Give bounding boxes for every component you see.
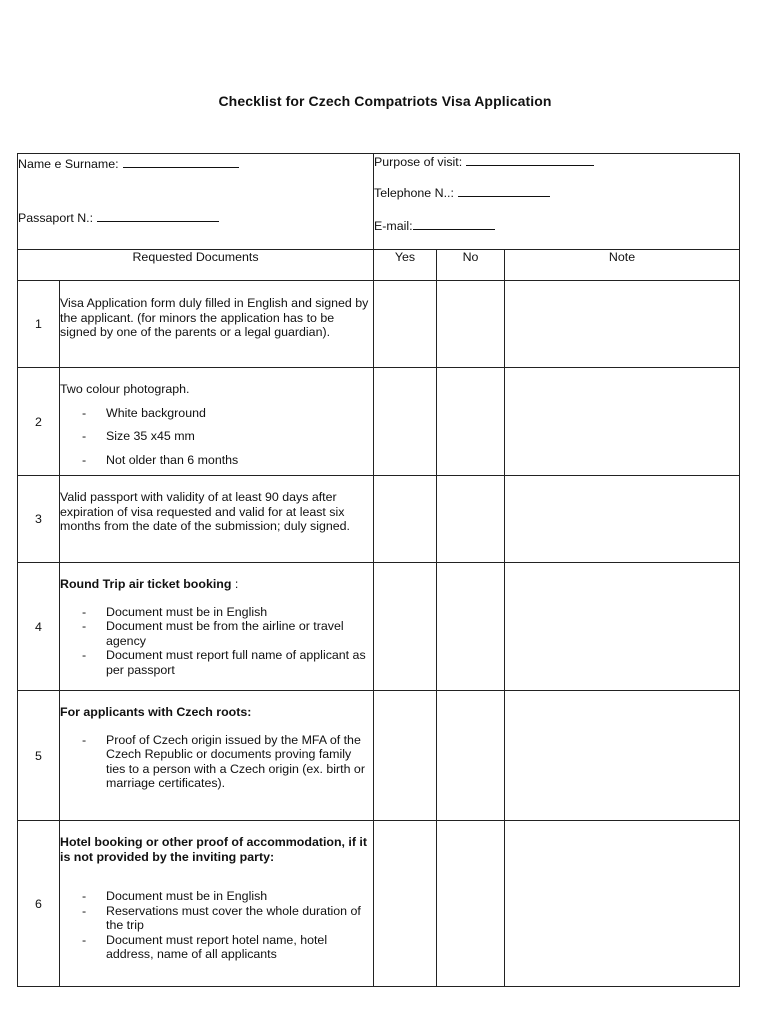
row-description	[60, 281, 374, 368]
row-number: 1	[18, 281, 60, 368]
row-description	[60, 368, 374, 476]
no-checkbox-cell[interactable]	[437, 821, 505, 987]
telephone-field[interactable]	[374, 185, 739, 201]
no-checkbox-cell[interactable]	[437, 563, 505, 691]
requirement-list	[60, 406, 373, 468]
note-cell[interactable]	[505, 563, 740, 691]
yes-checkbox-cell[interactable]	[374, 821, 437, 987]
applicant-contact-cell	[374, 154, 740, 250]
requirement-list	[60, 733, 373, 791]
note-cell[interactable]	[505, 368, 740, 476]
row-heading: Two colour photograph.	[60, 382, 190, 396]
passport-blank[interactable]	[97, 210, 219, 222]
page-title: Checklist for Czech Compatriots Visa Application	[218, 93, 552, 109]
row-number: 5	[18, 691, 60, 821]
row-description	[60, 563, 374, 691]
row-description	[60, 476, 374, 563]
row-heading: Hotel booking or other proof of accommodation, if it is not provided by the inviting party:	[60, 835, 368, 864]
list-item: - Document must be from the airline or travel agency	[60, 619, 373, 648]
yes-checkbox-cell[interactable]	[374, 476, 437, 563]
table-row	[18, 691, 740, 821]
email-label: E-mail:	[374, 219, 413, 233]
row-heading-suffix: :	[231, 577, 239, 591]
no-checkbox-cell[interactable]	[437, 691, 505, 821]
no-column-header: No	[437, 250, 505, 281]
applicant-id-cell	[18, 154, 374, 250]
no-checkbox-cell[interactable]	[437, 281, 505, 368]
row-heading: Visa Application form duly filled in English and signed by the applicant. (for minors the application has to be signed by one of the parents or a legal guardian).	[60, 296, 369, 339]
yes-checkbox-cell[interactable]	[374, 563, 437, 691]
list-item: - Document must be in English	[60, 889, 373, 904]
checklist-table	[17, 153, 740, 987]
list-item: - Size 35 x45 mm	[60, 429, 373, 444]
table-row	[18, 821, 740, 987]
row-description	[60, 691, 374, 821]
row-heading: Round Trip air ticket booking	[60, 577, 232, 591]
table-row	[18, 563, 740, 691]
row-number: 4	[18, 563, 60, 691]
list-item: - Not older than 6 months	[60, 453, 373, 468]
row-number: 2	[18, 368, 60, 476]
note-cell[interactable]	[505, 691, 740, 821]
note-column-header: Note	[505, 250, 740, 281]
list-item: - White background	[60, 406, 373, 421]
table-row	[18, 281, 740, 368]
requirement-list	[60, 889, 373, 962]
yes-column-header: Yes	[374, 250, 437, 281]
email-field[interactable]	[374, 218, 739, 234]
note-cell[interactable]	[505, 281, 740, 368]
row-number: 6	[18, 821, 60, 987]
telephone-label: Telephone N..:	[374, 186, 454, 200]
list-item: - Document must report hotel name, hotel address, name of all applicants	[60, 933, 373, 962]
row-description	[60, 821, 374, 987]
row-number: 3	[18, 476, 60, 563]
table-row	[18, 476, 740, 563]
passport-label: Passaport N.:	[18, 211, 94, 225]
list-item: - Document must be in English	[60, 605, 373, 620]
requested-documents-header: Requested Documents	[18, 250, 374, 281]
purpose-blank[interactable]	[466, 154, 594, 166]
applicant-info-row	[18, 154, 740, 250]
no-checkbox-cell[interactable]	[437, 368, 505, 476]
row-heading: For applicants with Czech roots:	[60, 705, 252, 719]
telephone-blank[interactable]	[458, 185, 550, 197]
passport-field[interactable]	[18, 210, 373, 226]
list-item: - Proof of Czech origin issued by the MFA of the Czech Republic or documents proving family ties to a person with a Czech origin (ex. birth or marriage certificates).	[60, 733, 373, 791]
yes-checkbox-cell[interactable]	[374, 368, 437, 476]
purpose-label: Purpose of visit:	[374, 155, 463, 169]
purpose-field[interactable]	[374, 154, 739, 170]
note-cell[interactable]	[505, 476, 740, 563]
email-blank[interactable]	[413, 218, 495, 230]
list-item: - Document must report full name of applicant as per passport	[60, 648, 373, 677]
yes-checkbox-cell[interactable]	[374, 281, 437, 368]
name-surname-blank[interactable]	[123, 156, 239, 168]
no-checkbox-cell[interactable]	[437, 476, 505, 563]
table-row	[18, 368, 740, 476]
name-surname-label: Name e Surname:	[18, 157, 119, 171]
yes-checkbox-cell[interactable]	[374, 691, 437, 821]
list-item: - Reservations must cover the whole duration of the trip	[60, 904, 373, 933]
note-cell[interactable]	[505, 821, 740, 987]
row-heading: Valid passport with validity of at least 90 days after expiration of visa requested and valid for at least six months from the date of the submission; duly signed.	[60, 490, 350, 533]
name-surname-field[interactable]	[18, 156, 373, 172]
requirement-list	[60, 605, 373, 678]
